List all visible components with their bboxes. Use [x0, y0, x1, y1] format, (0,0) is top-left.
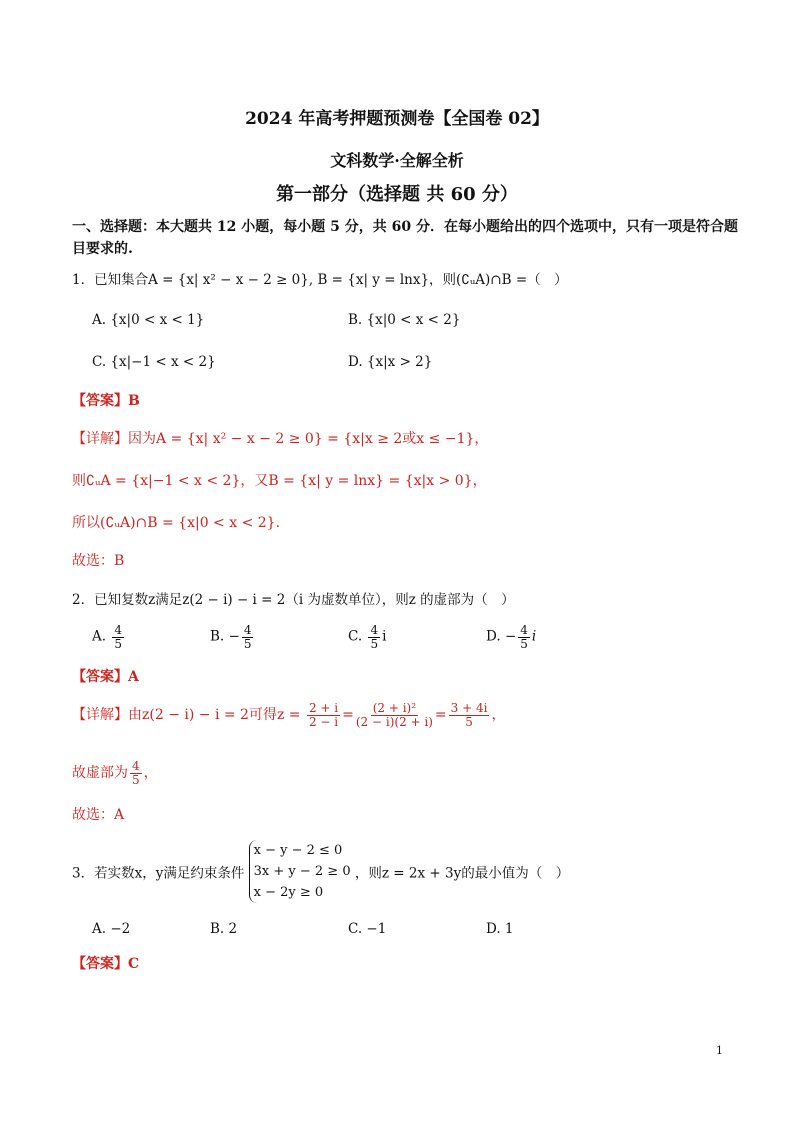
question-3-option-b: B. 2 — [210, 921, 238, 937]
question-2-answer: 【答案】A — [72, 669, 139, 685]
question-2-stem: 2．已知复数z满足z(2 − i) − i = 2（i 为虚数单位），则z 的虚部为（ ） — [72, 592, 515, 608]
question-1-detail-1: 【详解】因为A = {x| x² − x − 2 ≥ 0} = {x|x ≥ 2或x ≤ −1}， — [72, 431, 489, 447]
question-2-option-c: C. $\frac{4}{5}$ i — [348, 623, 387, 651]
part-heading: 第一部分（选择题 共 60 分） — [276, 184, 518, 205]
question-2-detail: 【详解】由z(2 − i) − i = 2可得z = $\frac{2 + i}{2 - i}$ = $\frac{\text{(2 + i)²}}{(2 - i)(2 + i)}$ = $\frac{3 + 4i}{5}$ ， — [72, 701, 506, 729]
question-3-answer: 【答案】C — [72, 956, 140, 972]
question-1-option-d: D. {x|x > 2} — [348, 354, 433, 370]
question-1-answer: 【答案】B — [72, 393, 140, 409]
question-1-choice: 故选：B — [72, 553, 125, 569]
question-2-option-b: B. − $\frac{4}{5}$ — [210, 623, 252, 651]
question-3-option-d: D. 1 — [486, 921, 514, 937]
document-title: 2024 年高考押题预测卷【全国卷 02】 — [245, 109, 549, 129]
question-1-option-a: A. {x|0 < x < 1} — [92, 312, 205, 328]
question-1-detail-3: 所以(∁ᵤA)∩B = {x|0 < x < 2}. — [72, 515, 281, 531]
question-2-imaginary-part: 故虚部为 $\frac{4}{5}$ ， — [72, 759, 158, 787]
question-2-option-a: A. $\frac{4}{5}$ — [92, 623, 122, 651]
constraint-system: x − y − 2 ≤ 0 3x + y − 2 ≥ 0 x − 2y ≥ 0 — [249, 840, 351, 903]
question-2-option-d: D. − $\frac{4}{5}$ i — [486, 623, 537, 651]
instructions-line2: 目要求的. — [72, 241, 133, 257]
question-1-option-b: B. {x|0 < x < 2} — [348, 312, 461, 328]
question-1-detail-2: 则∁ᵤA = {x|−1 < x < 2}，又B = {x| y = lnx} = {x|x > 0}， — [72, 473, 487, 489]
question-3-option-a: A. −2 — [92, 921, 131, 937]
question-1-option-c: C. {x|−1 < x < 2} — [92, 354, 216, 370]
document-subtitle: 文科数学·全解全析 — [330, 151, 464, 170]
question-3-stem: 3．若实数x，y满足约束条件 x − y − 2 ≤ 0 3x + y − 2 ≥ 0 x − 2y ≥ 0 ，则z = 2x + 3y的最小值为（ ） — [72, 840, 569, 903]
question-3-option-c: C. −1 — [348, 921, 387, 937]
question-1-stem: 1．已知集合A = {x| x² − x − 2 ≥ 0}, B = {x| y = lnx}，则(∁ᵤA)∩B =（ ） — [72, 272, 568, 288]
question-2-choice: 故选：A — [72, 807, 125, 823]
page-number: 1 — [716, 1044, 723, 1057]
instructions-line1: 一、选择题：本大题共 12 小题，每小题 5 分，共 60 分．在每小题给出的四个选项中，只有一项是符合题 — [72, 219, 738, 235]
